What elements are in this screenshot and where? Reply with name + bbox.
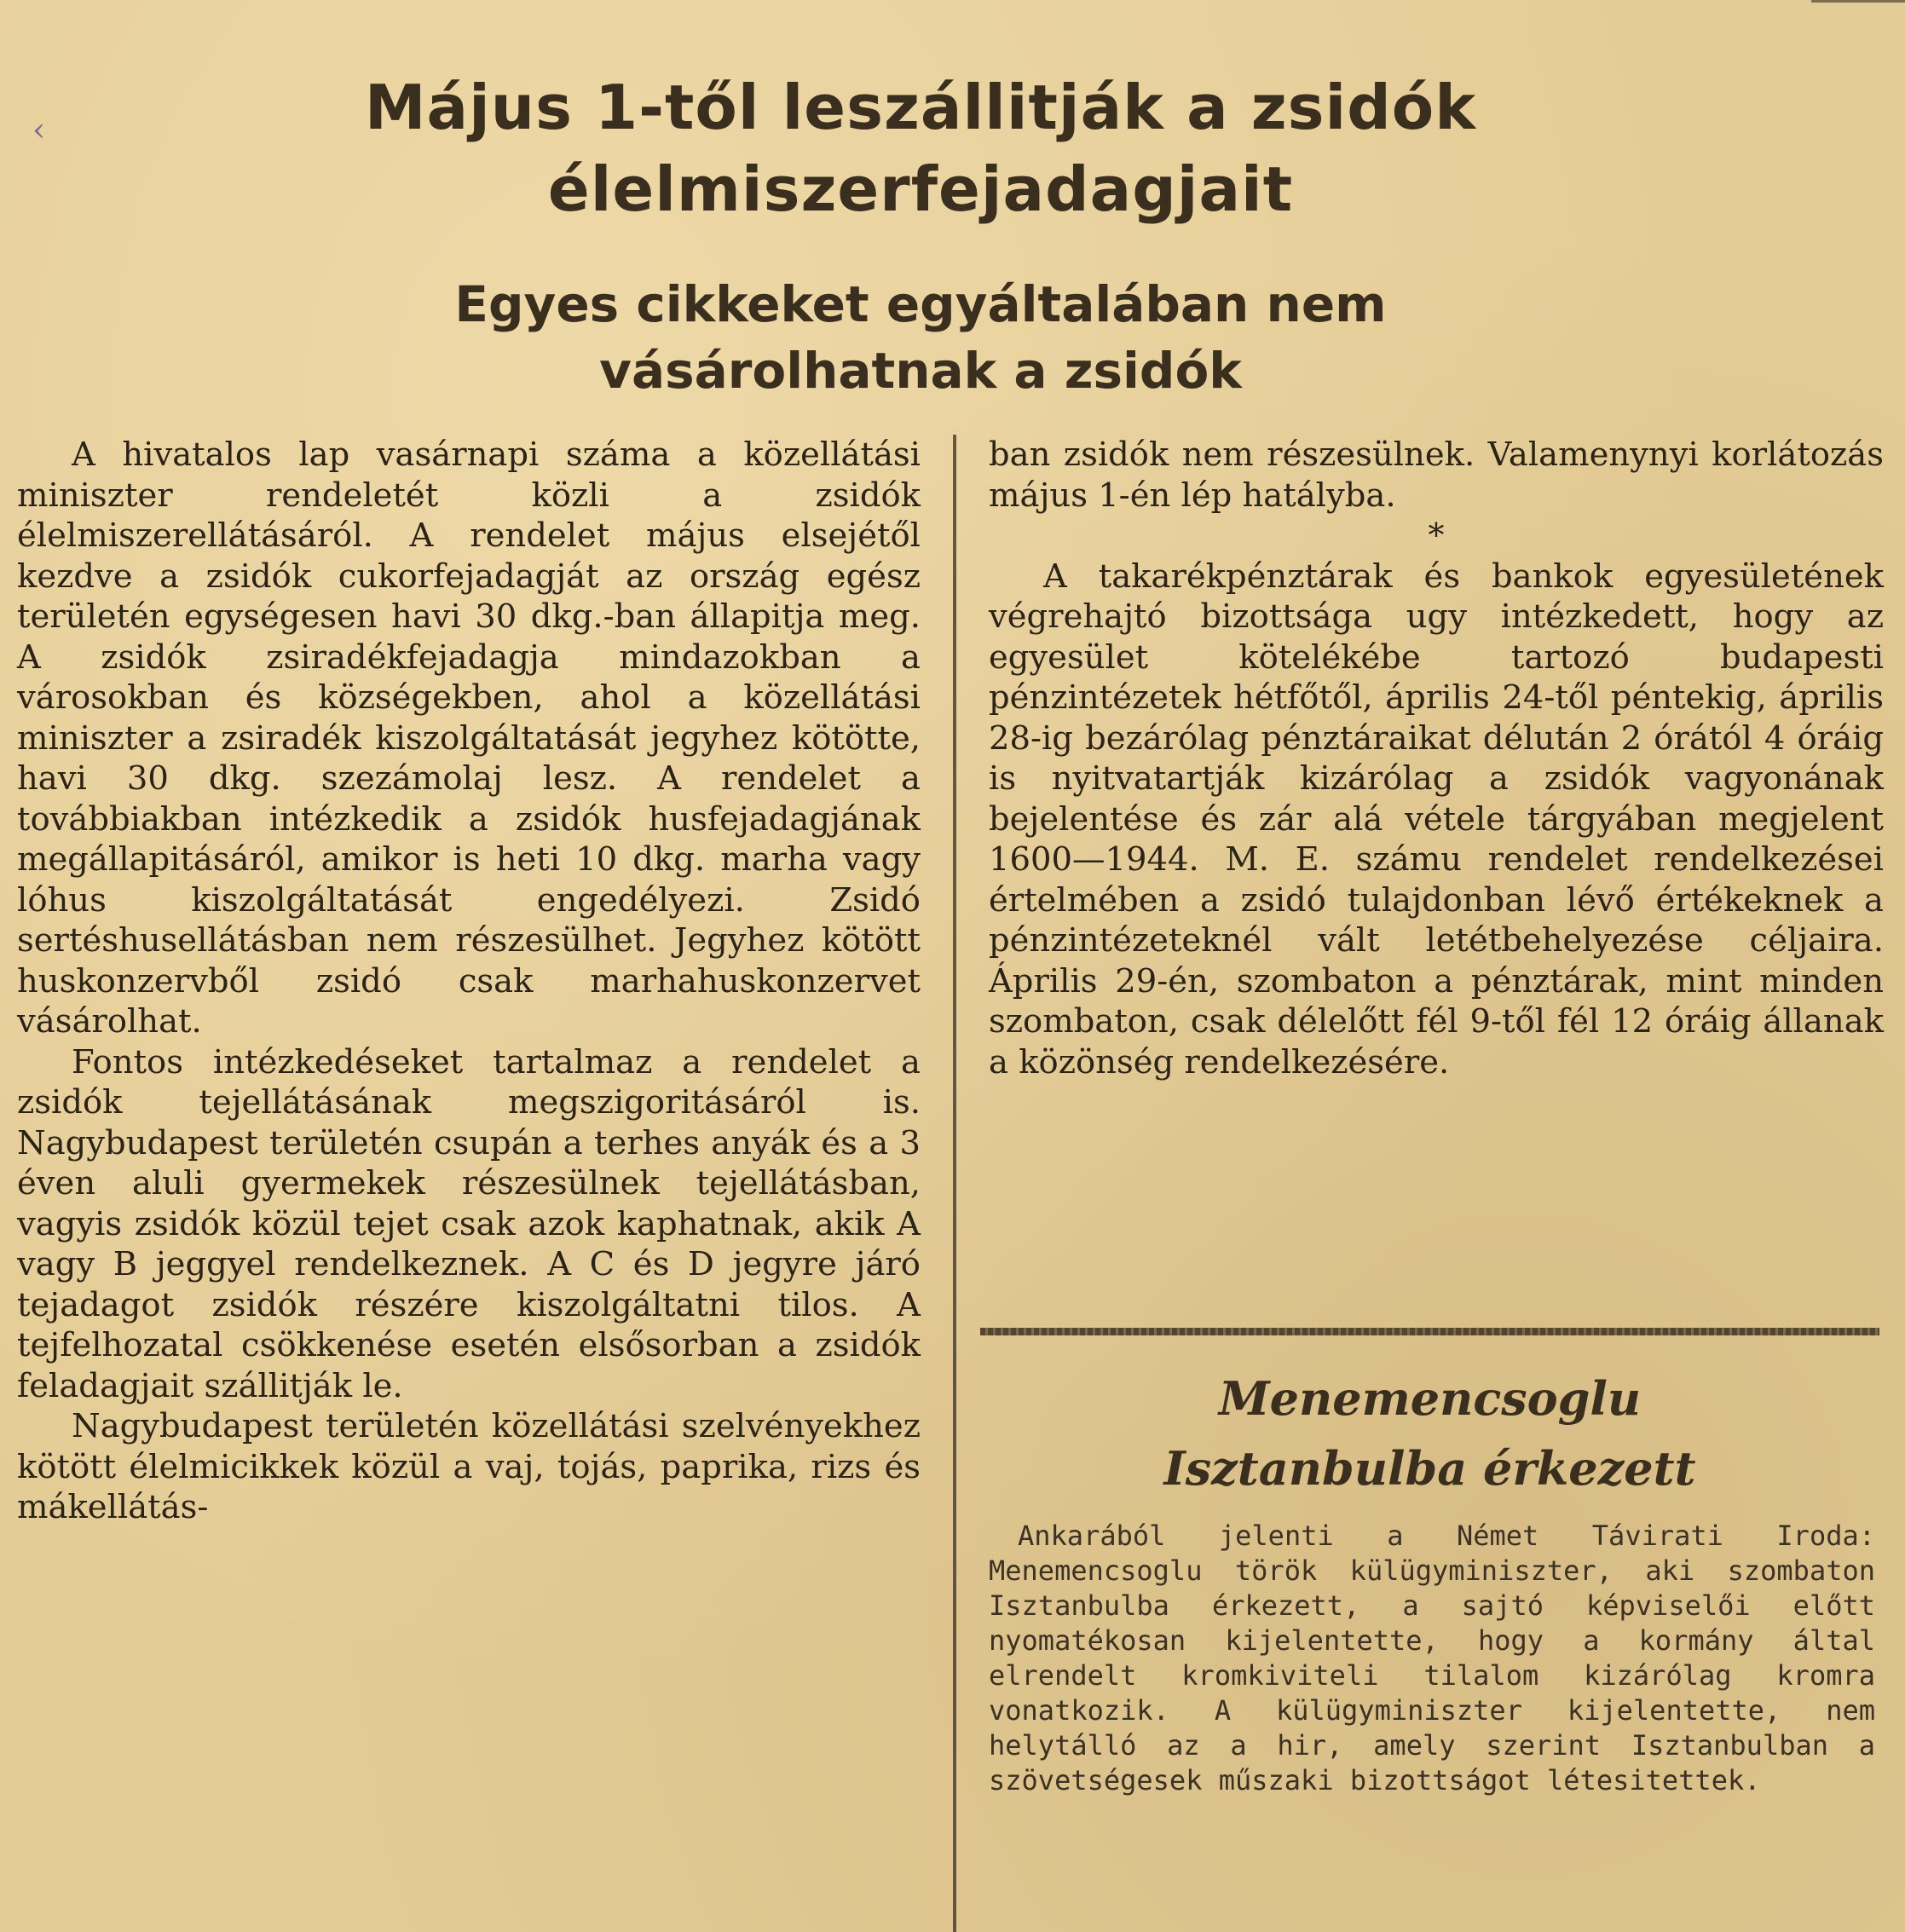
second-article-title-line2: Isztanbulba érkezett [1163, 1441, 1696, 1496]
pencil-mark: ‹ [32, 111, 46, 148]
left-paragraph-2: Fontos intézkedéseket tartalmaz a rendelet a zsidók tejellátásának megszigoritásáról is. Nagybudapest területén csupán a terhes anyák és a 3 éven aluli gyermekek részesülnek tejellátásban, vagyis zsidók közül tejet csak azok kaphatnak, akik A vagy B jeggyel rendelkeznek. A C és D jegyre járó tejadagot zsidók részére kiszolgáltatni tilos. A tejfelhozatal csökkenése esetén elsősorban a zsidók feladagjait szállitják le. [17, 1042, 921, 1405]
right-column [989, 435, 1884, 1082]
subheadline-line2: vásárolhatnak a zsidók [599, 342, 1242, 400]
second-article-title [980, 1364, 1879, 1503]
right-paragraph-2: A takarékpénztárak és bankok egyesületének végrehajtó bizottsága ugy intézkedett, hogy az egyesület kötelékébe tartozó budapesti pénzintézetek hétfőtől, április 24-től péntekig, április 28-ig bezárólag pénztáraikat délután 2 órától 4 óráig is nyitvatartják kizárólag a zsidók vagyonának bejelentése és zár alá vétele tárgyában megjelent 1600—1944. M. E. számu rendelet rendelkezései értelmében a zsidó tulajdonban lévő értékeknek a pénzintézeteknél vált letétbehelyezése céljaira. Április 29-én, szombaton a pénztárak, mint minden szombaton, csak délelőtt fél 9-től fél 12 óráig állanak a közönség rendelkezésére. [989, 557, 1884, 1081]
section-separator: * [1428, 516, 1445, 554]
left-paragraph-1: A hivatalos lap vasárnapi száma a közellátási miniszter rendeletét közli a zsidók élelmiszerellátásáról. A rendelet május elsejétől kezdve a zsidók cukorfejadagját az ország egész területén egységesen havi 30 dkg.-ban állapitja meg. A zsidók zsiradékfejadagja mindazokban a városokban és községekben, ahol a közellátási miniszter a zsiradék kiszolgáltatását jegyhez kötötte, havi 30 dkg. szezámolaj lesz. A rendelet a továbbiakban intézkedik a zsidók husfejadagjának megállapitásáról, amikor is heti 10 dkg. marha vagy lóhus kiszolgáltatását engedélyezi. Zsidó sertéshusellátásban nem részesülhet. Jegyhez kötött huskonzervből zsidó csak marhahuskonzervet vásárolhat. [17, 435, 921, 1041]
second-article-paragraph: Ankarából jelenti a Német Távirati Iroda: Menemencsoglu török külügyminiszter, aki szombaton Isztanbulba érkezett, a sajtó képviselői előtt nyomatékosan kijelentette, hogy a kormány által elrendelt kromkiviteli tilalom kizárólag kromra vonatkozik. A külügyminiszter kijelentette, nem helytálló az a hir, amely szerint Isztanbulban a szövetségesek műszaki bizottságot létesitettek. [989, 1520, 1875, 1796]
article-rule [980, 1328, 1879, 1335]
second-article-title-line1: Menemencsoglu [1218, 1371, 1642, 1426]
subheadline-line1: Egyes cikkeket egyáltalában nem [454, 275, 1387, 333]
right-paragraph-1: ban zsidók nem részesülnek. Valamenynyi korlátozás május 1-én lép hatályba. [989, 435, 1884, 515]
left-paragraph-3: Nagybudapest területén közellátási szelvényekhez kötött élelmicikkek közül a vaj, tojás, paprika, rizs és mákellátás- [17, 1407, 921, 1526]
left-column [17, 435, 921, 1528]
corner-rule [1811, 0, 1905, 3]
headline-line2: élelmiszerfejadagjait [547, 153, 1294, 225]
second-article-body [989, 1519, 1875, 1798]
column-divider [953, 435, 956, 1932]
headline [136, 66, 1705, 230]
headline-line1: Május 1-től leszállitják a zsidók [364, 72, 1477, 143]
subheadline [222, 271, 1619, 404]
